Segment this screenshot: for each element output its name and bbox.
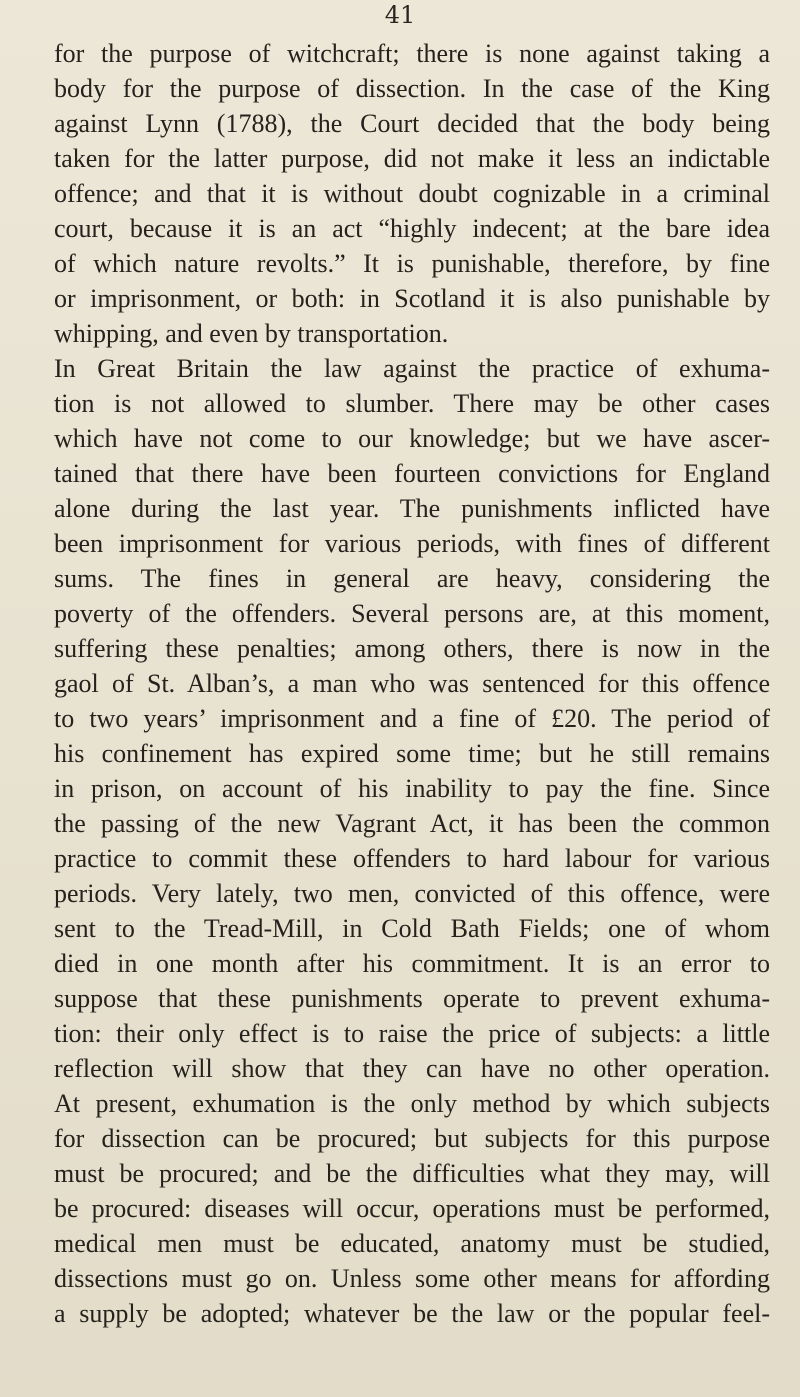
text-line: died in one month after his commitment. It is an error to <box>54 949 770 978</box>
text-line: poverty of the offenders. Several persons are, at this moment, <box>54 599 770 628</box>
page-number: 41 <box>384 1 416 29</box>
text-line: of which nature revolts.” It is punishable, therefore, by fine <box>54 249 770 278</box>
text-line: for the purpose of witchcraft; there is none against taking a <box>54 39 770 68</box>
text-line: whipping, and even by transportation. <box>54 319 449 348</box>
text-line: practice to commit these offenders to hard labour for various <box>54 844 770 873</box>
text-line: tion: their only effect is to raise the price of subjects: a little <box>54 1019 770 1048</box>
text-line: court, because it is an act “highly indecent; at the bare idea <box>54 214 770 243</box>
text-line: his confinement has expired some time; but he still remains <box>54 739 770 768</box>
text-line: for dissection can be procured; but subjects for this purpose <box>54 1124 770 1153</box>
text-line: sums. The fines in general are heavy, considering the <box>54 564 770 593</box>
text-line: sent to the Tread-Mill, in Cold Bath Fields; one of whom <box>54 914 770 943</box>
text-line: which have not come to our knowledge; but we have ascer- <box>54 424 770 453</box>
text-line: tained that there have been fourteen convictions for England <box>54 459 770 488</box>
text-line: periods. Very lately, two men, convicted of this offence, were <box>54 879 770 908</box>
text-line: a supply be adopted; whatever be the law or the popular feel- <box>54 1299 770 1328</box>
text-line: At present, exhumation is the only method by which subjects <box>54 1089 770 1118</box>
text-line: gaol of St. Alban’s, a man who was sentenced for this offence <box>54 669 770 698</box>
text-line: reflection will show that they can have no other operation. <box>54 1054 770 1083</box>
text-line: suffering these penalties; among others, there is now in the <box>54 634 770 663</box>
text-line: be procured: diseases will occur, operations must be performed, <box>54 1194 770 1223</box>
text-line: taken for the latter purpose, did not make it less an indictable <box>54 144 770 173</box>
text-line: must be procured; and be the difficulties what they may, will <box>54 1159 770 1188</box>
text-line: the passing of the new Vagrant Act, it has been the common <box>54 809 770 838</box>
text-line: dissections must go on. Unless some other means for affording <box>54 1264 770 1293</box>
text-line: or imprisonment, or both: in Scotland it is also punishable by <box>54 284 770 313</box>
text-line: body for the purpose of dissection. In the case of the King <box>54 74 770 103</box>
text-line: alone during the last year. The punishments inflicted have <box>54 494 770 523</box>
text-line: In Great Britain the law against the practice of exhuma- <box>54 354 770 383</box>
text-line: to two years’ imprisonment and a fine of £20. The period of <box>54 704 770 733</box>
text-line: offence; and that it is without doubt cognizable in a criminal <box>54 179 770 208</box>
text-line: suppose that these punishments operate to prevent exhuma- <box>54 984 770 1013</box>
text-line: tion is not allowed to slumber. There may be other cases <box>54 389 770 418</box>
body-text <box>54 36 770 1331</box>
text-line: in prison, on account of his inability to pay the fine. Since <box>54 774 770 803</box>
text-line: medical men must be educated, anatomy must be studied, <box>54 1229 770 1258</box>
text-line: been imprisonment for various periods, with fines of different <box>54 529 770 558</box>
text-line: against Lynn (1788), the Court decided that the body being <box>54 109 770 138</box>
